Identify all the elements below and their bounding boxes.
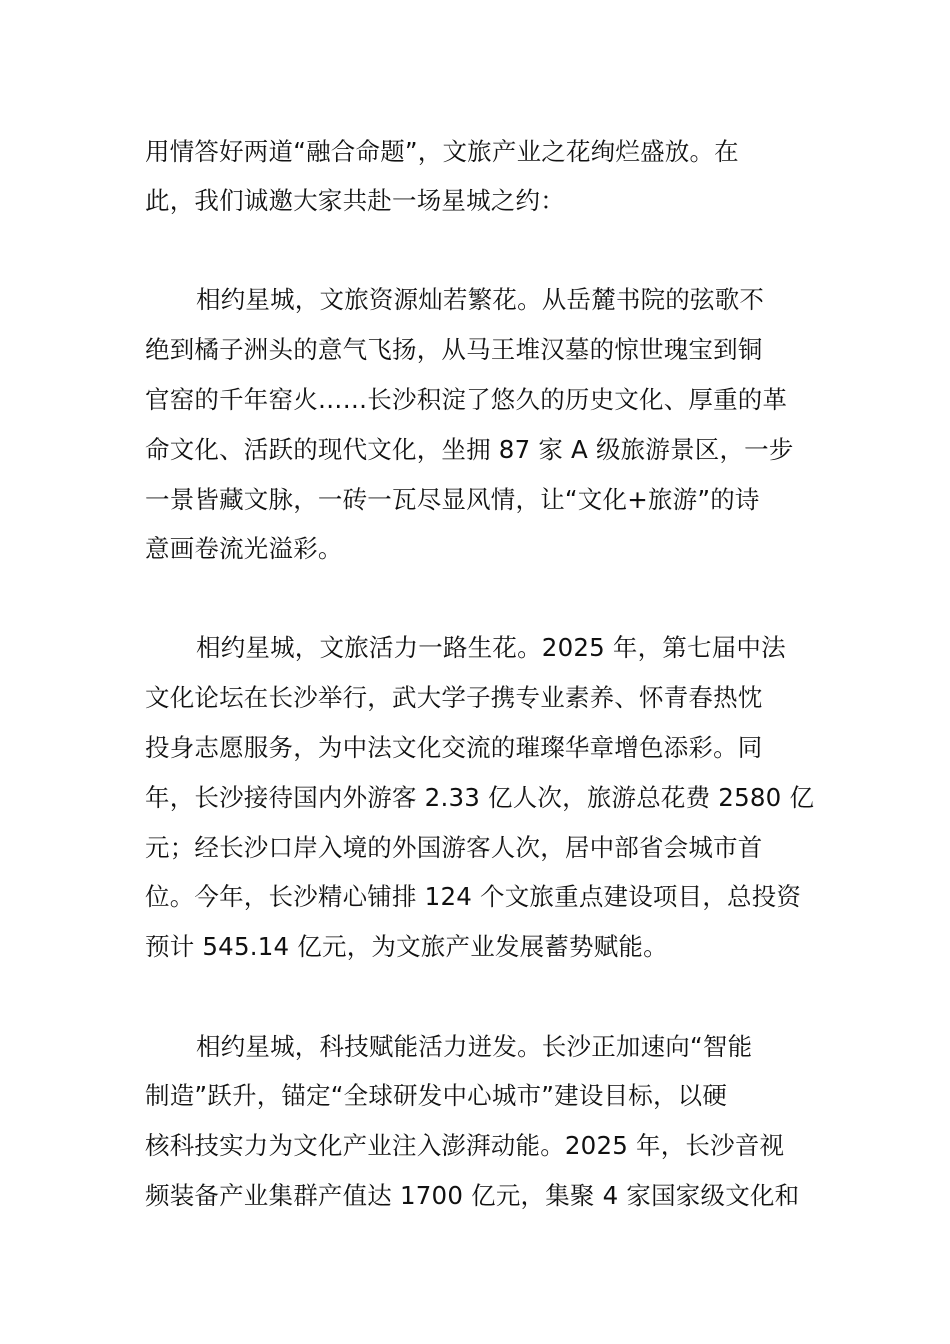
paragraph-2-line-2: 绝到橘子洲头的意气飞扬，从马王堆汉墓的惊世瑰宝到铜 (145, 335, 763, 364)
paragraph-1-line-2: 此，我们诚邀大家共赴一场星城之约： (145, 186, 565, 215)
paragraph-3-line-7: 预计 545.14 亿元，为文旅产业发展蓄势赋能。 (145, 932, 668, 961)
paragraph-3-line-6: 位。今年，长沙精心铺排 124 个文旅重点建设项目，总投资 (145, 882, 802, 911)
paragraph-3-line-4: 年，长沙接待国内外游客 2.33 亿人次，旅游总花费 2580 亿 (145, 783, 815, 812)
paragraph-2-line-5: 一景皆藏文脉，一砖一瓦尽显风情，让“文化+旅游”的诗 (145, 485, 760, 514)
paragraph-2-line-1: 相约星城，文旅资源灿若繁花。从岳麓书院的弦歌不 (196, 285, 765, 314)
paragraph-3-line-1: 相约星城，文旅活力一路生花。2025 年，第七届中法 (196, 633, 786, 662)
paragraph-4-line-3: 核科技实力为文化产业注入澎湃动能。2025 年，长沙音视 (145, 1131, 785, 1160)
paragraph-4-line-1: 相约星城，科技赋能活力迸发。长沙正加速向“智能 (196, 1032, 753, 1061)
paragraph-2-line-4: 命文化、活跃的现代文化，坐拥 87 家 A 级旅游景区，一步 (145, 435, 794, 464)
paragraph-1-line-1: 用情答好两道“融合命题”，文旅产业之花绚烂盛放。在 (145, 137, 739, 166)
paragraph-3-line-2: 文化论坛在长沙举行，武大学子携专业素养、怀青春热忱 (145, 683, 763, 712)
paragraph-3-line-3: 投身志愿服务，为中法文化交流的璀璨华章增色添彩。同 (145, 733, 763, 762)
paragraph-2-line-6: 意画卷流光溢彩。 (145, 534, 343, 563)
paragraph-2-line-3: 官窑的千年窑火……长沙积淀了悠久的历史文化、厚重的革 (145, 385, 788, 414)
paragraph-4-line-2: 制造”跃升，锚定“全球研发中心城市”建设目标，以硬 (145, 1081, 728, 1110)
paragraph-4-line-4: 频装备产业集群产值达 1700 亿元，集聚 4 家国家级文化和 (145, 1181, 800, 1210)
paragraph-3-line-5: 元；经长沙口岸入境的外国游客人次，居中部省会城市首 (145, 833, 763, 862)
